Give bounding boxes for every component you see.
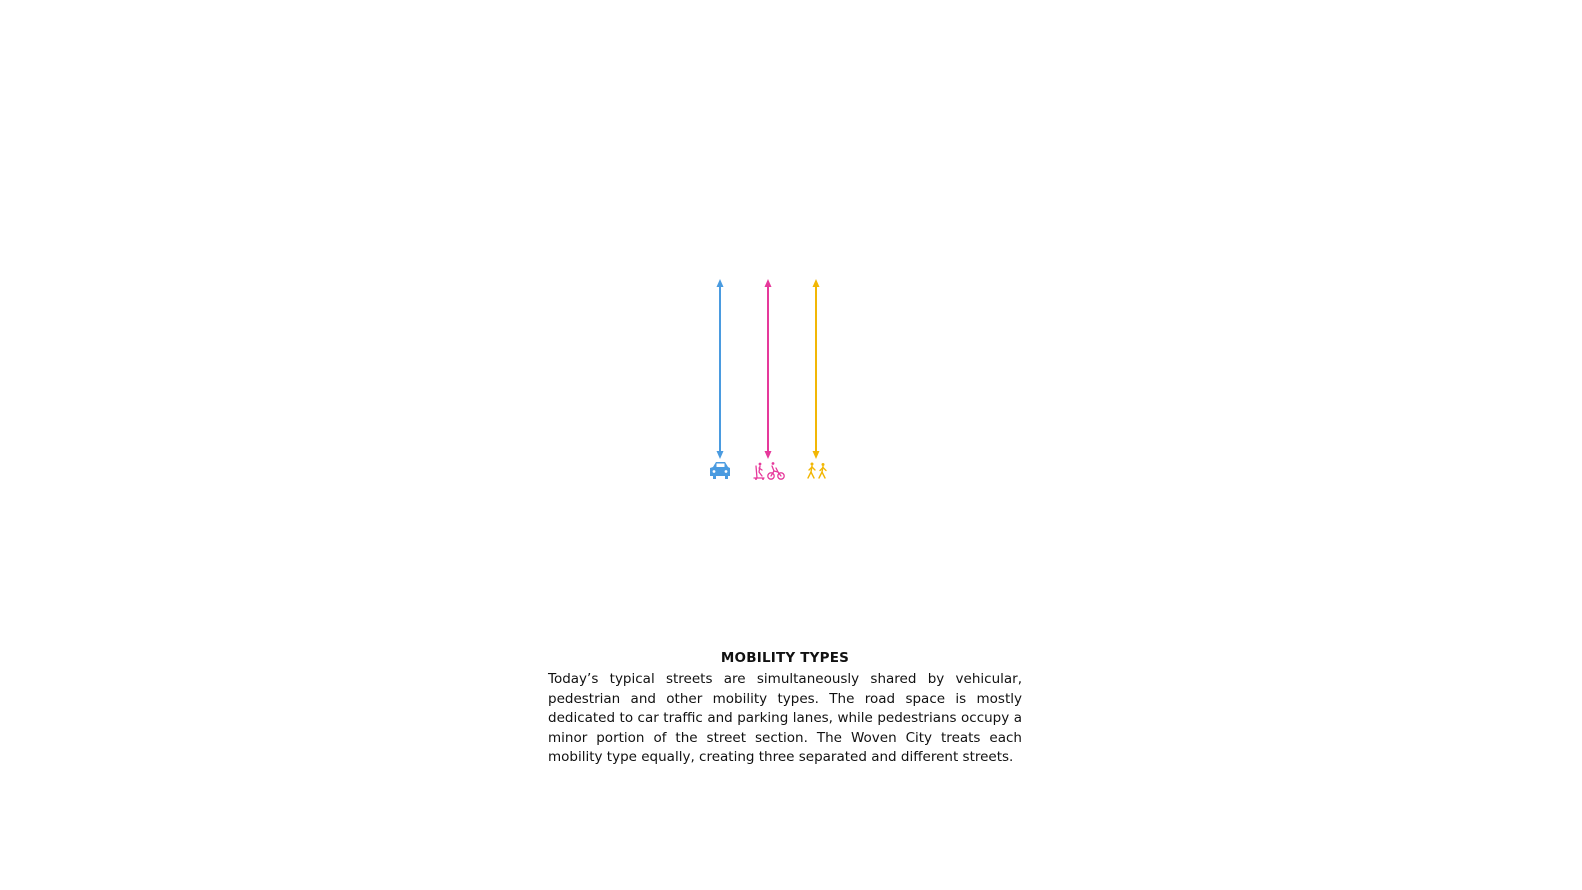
pedestrians-icon (808, 463, 826, 479)
pedestrian-lane-arrow (813, 279, 820, 459)
caption-block (548, 650, 1022, 768)
micro-mobility-lane-arrow (765, 279, 772, 459)
caption-body: Today’s typical streets are simultaneously shared by vehicular, pedestrian and other mobility types. The road space is mostly dedicated to car traffic and parking lanes, while pedestrians occupy a minor portion of the street section. The Woven City treats each mobility type equally, creating three separated and different streets. (548, 671, 1022, 766)
vehicle-lane-arrow (717, 279, 724, 459)
caption-title: MOBILITY TYPES (720, 650, 850, 666)
car-icon (710, 462, 730, 479)
scooter-bicycle-icon (754, 462, 784, 480)
